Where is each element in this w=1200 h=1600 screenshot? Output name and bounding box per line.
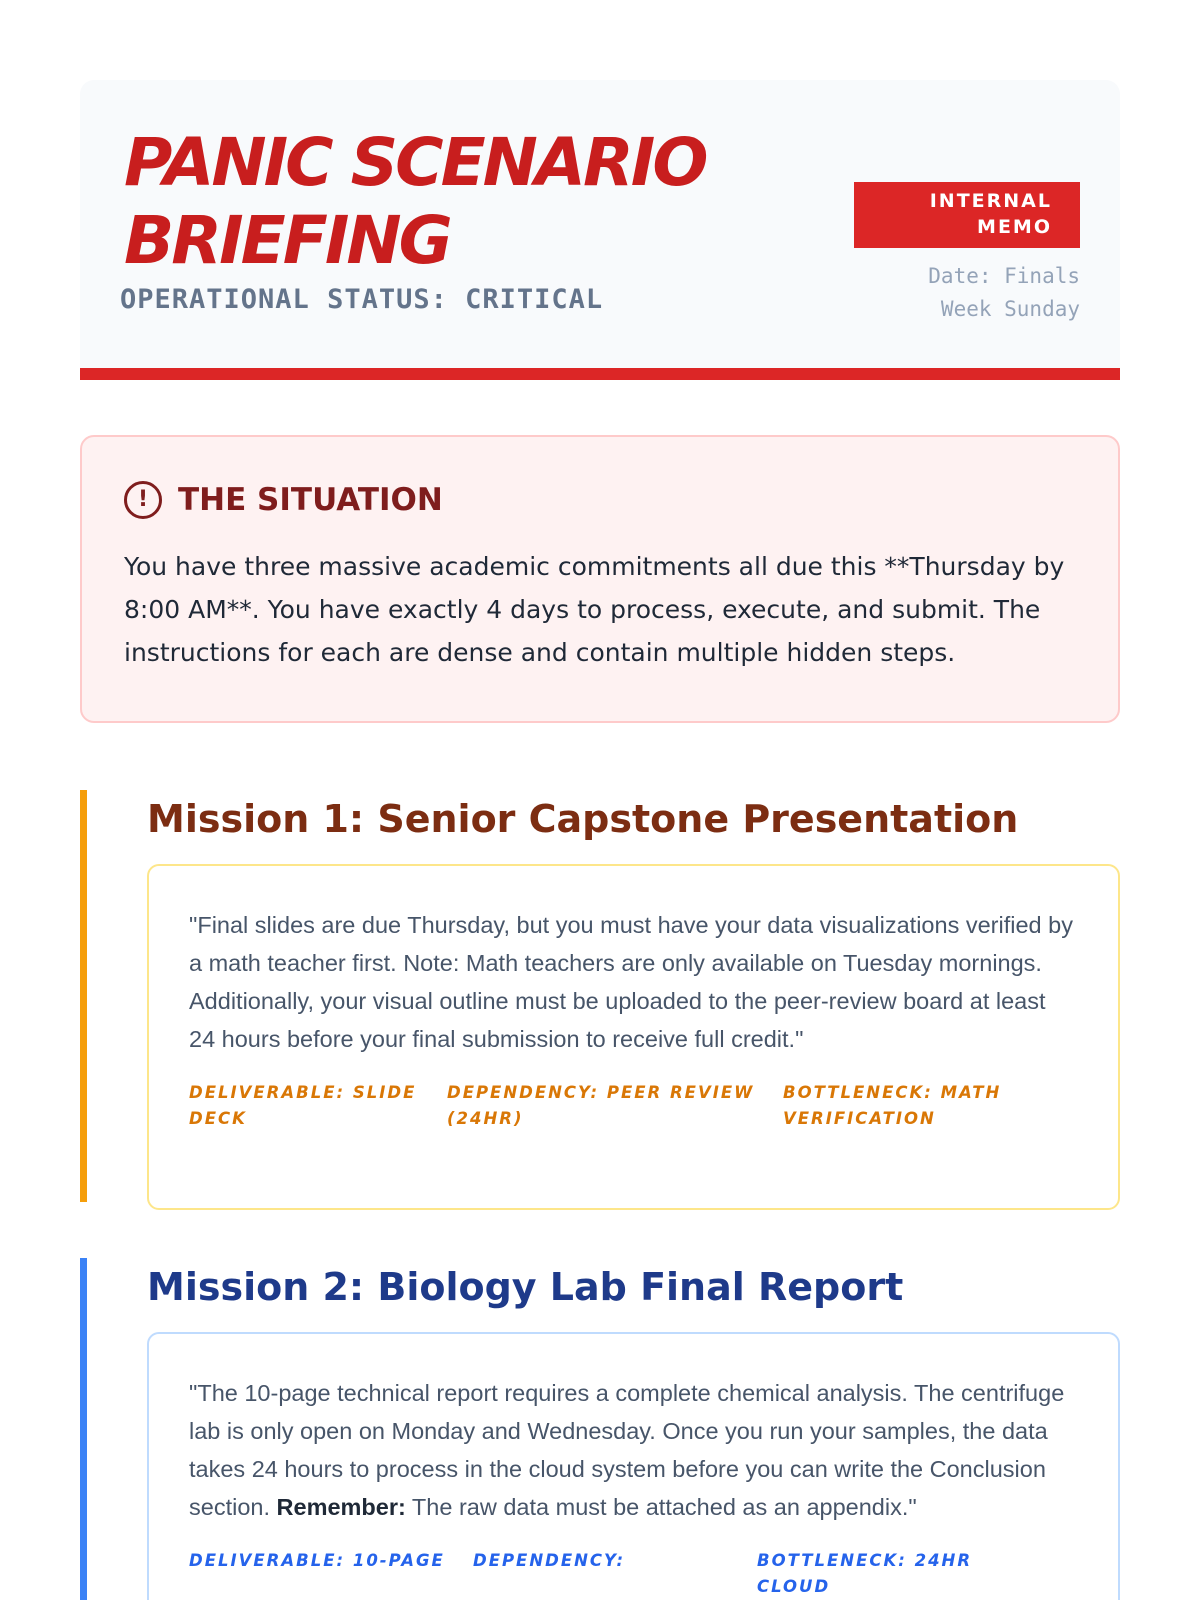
briefing-header [80, 80, 1120, 380]
mission-card [147, 864, 1120, 1210]
mission-title: Mission 2: Biology Lab Final Report [147, 1265, 904, 1309]
deliverable-tag: DELIVERABLE: SLIDE DECK [189, 1083, 417, 1128]
mission-1 [80, 790, 1120, 1202]
mission-tags [189, 1548, 1078, 1600]
situation-heading [124, 481, 1076, 519]
instructions-emphasis: Remember: [276, 1494, 406, 1520]
alert-circle-icon: ! [124, 481, 162, 519]
bottleneck-tag: BOTTLENECK: 24HR CLOUD [757, 1551, 973, 1596]
dependency-tag: DEPENDENCY: [473, 1551, 626, 1570]
deliverable-tag: DELIVERABLE: 10-PAGE [189, 1551, 445, 1570]
mission-title: Mission 1: Senior Capstone Presentation [147, 797, 1019, 841]
operational-status: OPERATIONAL STATUS: CRITICAL [120, 284, 604, 315]
memo-date: Date: Finals Week Sunday [928, 264, 1080, 321]
mission-card [147, 1332, 1120, 1600]
mission-instructions [189, 1374, 1078, 1526]
instructions-text-end: The raw data must be attached as an appendix." [405, 1494, 917, 1520]
mission-instructions: "Final slides are due Thursday, but you must have your data visualizations verified by a math teacher first. Note: Math teachers are only available on Tuesday mornings. Additionally, your visual outline must be uploaded to the peer-review board at least 24 hours before your final submission to receive full credit." [189, 912, 1073, 1052]
bottleneck-tag: BOTTLENECK: MATH VERIFICATION [783, 1083, 1002, 1128]
internal-memo-badge: INTERNAL MEMO [854, 182, 1080, 248]
mission-2 [80, 1258, 1120, 1600]
situation-body: You have three massive academic commitments all due this **Thursday by 8:00 AM**. You have exactly 4 days to process, execute, and submit. The instructions for each are dense and contain multiple hidden steps. [124, 552, 1065, 667]
mission-tags [189, 1080, 1078, 1132]
instructions-text: "The 10-page technical report requires a complete chemical analysis. The centrifuge lab is only open on Monday and Wednesday. Once you run your samples, the data takes 24 hours to process in the cloud system before you can write the Conclusion section. [189, 1380, 1065, 1520]
situation-title: THE SITUATION [178, 482, 443, 518]
situation-panel [80, 435, 1120, 723]
dependency-tag: DEPENDENCY: PEER REVIEW (24HR) [447, 1083, 755, 1128]
page-title: PANIC SCENARIO BRIEFING [124, 124, 706, 279]
